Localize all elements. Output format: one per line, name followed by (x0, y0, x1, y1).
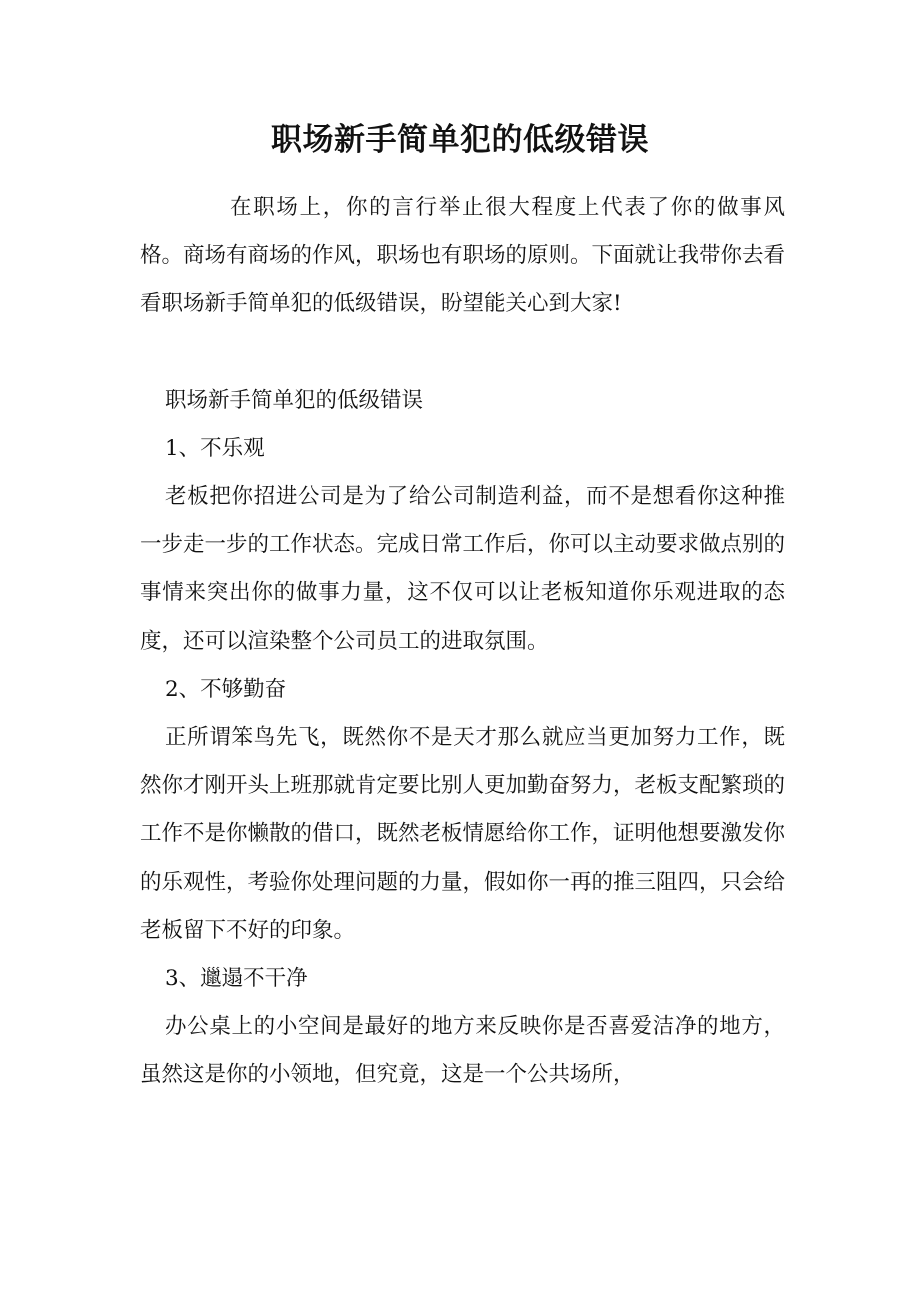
item-2-text: 正所谓笨鸟先飞，既然你不是天才那么就应当更加努力工作，既然你才刚开头上班那就肯定要比别人更加勤奋努力，老板支配繁琐的工作不是你懒散的借口，既然老板情愿给你工作，证明他想要激发你的乐观性，考验你处理问题的力量，假如你一再的推三阻四，只会给老板留下不好的印象。 (140, 725, 786, 943)
item-2-heading: 2、不够勤奋 (165, 676, 287, 702)
item-1-text: 老板把你招进公司是为了给公司制造利益，而不是想看你这种推一步走一步的工作状态。完成日常工作后，你可以主动要求做点别的事情来突出你的做事力量，这不仅可以让老板知道你乐观进取的态度，还可以渲染整个公司员工的进取氛围。 (140, 484, 786, 654)
document-body (140, 184, 785, 1100)
intro-paragraph: 在职场上，你的言行举止很大程度上代表了你的做事风格。商场有商场的作风，职场也有职场的原则。下面就让我带你去看看职场新手简单犯的低级错误，盼望能关心到大家! (140, 195, 786, 317)
section-heading: 职场新手简单犯的低级错误 (165, 387, 424, 413)
paragraph-gap (140, 329, 785, 377)
item-1-heading: 1、不乐观 (165, 435, 265, 461)
item-3-heading: 3、邋遢不干净 (165, 966, 308, 992)
item-3-text: 办公桌上的小空间是最好的地方来反映你是否喜爱洁净的地方，虽然这是你的小领地，但究竟，这是一个公共场所， (140, 1014, 785, 1088)
document-title: 职场新手简单犯的低级错误 (271, 122, 649, 158)
